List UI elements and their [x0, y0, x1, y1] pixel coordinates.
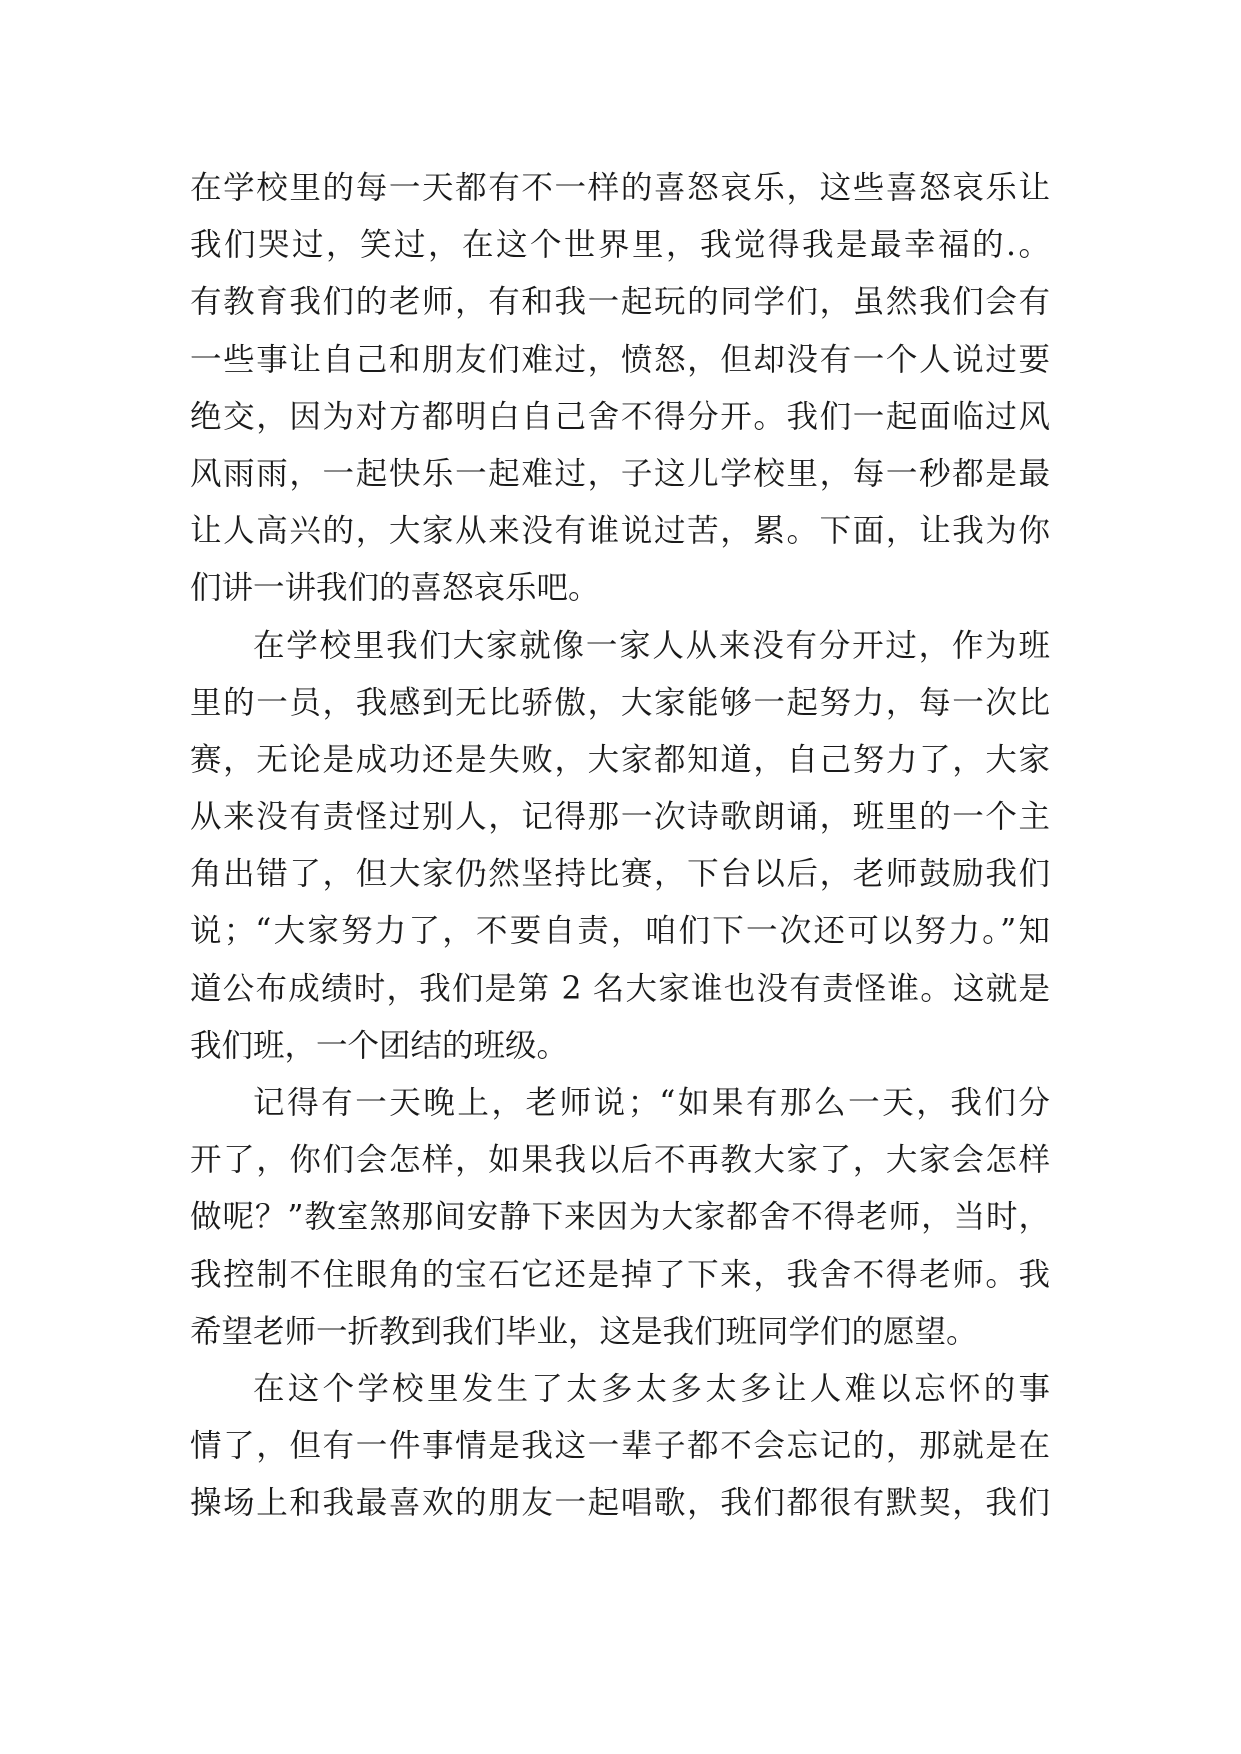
- text-line: 说；“大家努力了，不要自责，咱们下一次还可以努力。”知: [190, 913, 1050, 950]
- paragraph-first-line: 记得有一天晚上，老师说；“如果有那么一天，我们分: [253, 1085, 1050, 1121]
- text-line: 希望老师一折教到我们毕业，这是我们班同学们的愿望。: [190, 1313, 978, 1350]
- text-line: 开了，你们会怎样，如果我以后不再教大家了，大家会怎样: [190, 1142, 1050, 1179]
- text-line: 我控制不住眼角的宝石它还是掉了下来，我舍不得老师。我: [190, 1256, 1050, 1293]
- paragraph-first-line: 在学校里我们大家就像一家人从来没有分开过，作为班: [253, 627, 1050, 664]
- paragraph-first-line: 在这个学校里发生了太多太多太多让人难以忘怀的事: [253, 1370, 1050, 1407]
- text-line: 风雨雨，一起快乐一起难过，子这儿学校里，每一秒都是最: [190, 455, 1050, 492]
- text-line: 操场上和我最喜欢的朋友一起唱歌，我们都很有默契，我们: [190, 1485, 1050, 1522]
- text-line: 绝交，因为对方都明白自己舍不得分开。我们一起面临过风: [190, 398, 1050, 435]
- text-line: 在学校里的每一天都有不一样的喜怒哀乐，这些喜怒哀乐让: [190, 170, 1050, 206]
- text-line: 角出错了，但大家仍然坚持比赛，下台以后，老师鼓励我们: [190, 856, 1050, 893]
- text-line: 从来没有责怪过别人，记得那一次诗歌朗诵，班里的一个主: [190, 799, 1050, 836]
- text-line: 我们班，一个团结的班级。: [190, 1027, 569, 1064]
- text-line: 情了，但有一件事情是我这一辈子都不会忘记的，那就是在: [190, 1428, 1050, 1465]
- text-line: 赛，无论是成功还是失败，大家都知道，自己努力了，大家: [190, 741, 1050, 778]
- text-line: 让人高兴的，大家从来没有谁说过苦，累。下面，让我为你: [190, 513, 1050, 550]
- text-line: 里的一员，我感到无比骄傲，大家能够一起努力，每一次比: [190, 684, 1050, 721]
- text-line: 我们哭过，笑过，在这个世界里，我觉得我是最幸福的.。: [190, 227, 1050, 264]
- text-line: 们讲一讲我们的喜怒哀乐吧。: [190, 570, 600, 607]
- text-line: 一些事让自己和朋友们难过，愤怒，但却没有一个人说过要: [190, 341, 1050, 378]
- text-line: 道公布成绩时，我们是第 2 名大家谁也没有责怪谁。这就是: [190, 970, 1050, 1007]
- body-text: [190, 160, 1050, 1533]
- text-line: 做呢？”教室煞那间安静下来因为大家都舍不得老师，当时，: [190, 1199, 1050, 1236]
- text-line: 有教育我们的老师，有和我一起玩的同学们，虽然我们会有: [190, 284, 1050, 321]
